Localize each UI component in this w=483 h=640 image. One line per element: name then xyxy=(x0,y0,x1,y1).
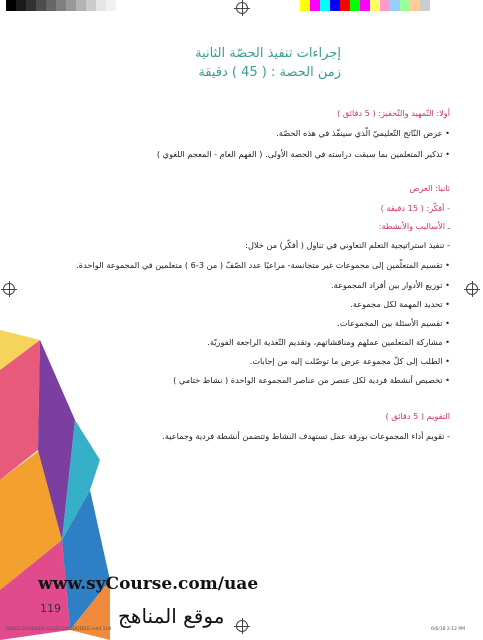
list-item: • الطلب إلى كلّ مجموعة عرض ما توصّلت إليه من إجابات. xyxy=(249,356,450,366)
lesson-duration: زمن الحصة : ( 45 ) دقيقة xyxy=(198,65,341,80)
list-item: • تقسيم الأسئلة بين المجموعات. xyxy=(337,318,450,328)
subheading-methods: ـ الأساليب والأنشطة: xyxy=(378,221,450,231)
registration-mark-left xyxy=(3,283,15,295)
list-item: • تحديد المهمة لكل مجموعة. xyxy=(350,299,450,309)
section-heading-presentation: ثانيا: العرض xyxy=(409,183,450,193)
registration-mark-right xyxy=(466,283,478,295)
section-heading-intro: أولا: التّمهيد والتّحفيز: ( 5 دقائق ) xyxy=(337,108,450,118)
list-item: • تقسيم المتعلّمين إلى مجموعات غير متجانسة- مراعيًا عدد الصّفّ ( من 3-6 ) متعلمين في المجموعة الواحدة. xyxy=(76,260,450,270)
page-number: 119 xyxy=(40,602,61,615)
registration-mark-bottom xyxy=(236,620,248,632)
list-item: • عرض النّاتج التّعليميّ الّذي سينفّذ في هذه الحصّة. xyxy=(276,128,450,138)
watermark-url: www.syCourse.com/uae xyxy=(38,574,259,594)
footer-filename: DDDD DDDDDDD DDDD DDDDDDDD.indd 119 xyxy=(6,627,112,632)
methods-intro: - تنفيذ استراتيجية التعلم التعاوني في تناول ( أفكّر) من خلال: xyxy=(245,240,450,250)
section-heading-assessment: التقويم ( 5 دقائق ) xyxy=(385,411,450,421)
registration-mark-top xyxy=(236,2,248,14)
assessment-text: - تقويم أداء المجموعات بورقة عمل تستهدف النشاط وتتضمن أنشطة فردية وجماعية. xyxy=(162,431,450,441)
list-item: • توزيع الأدوار بين أفراد المجموعة. xyxy=(331,280,450,290)
list-item: • تذكير المتعلمين بما سبقت دراسته في الحصة الأولى. ( الفهم العام - المعجم اللغوي ) xyxy=(156,149,450,159)
footer-timestamp: 6/6/18 2:12 PM xyxy=(430,627,465,632)
lesson-title: إجراءات تنفيذ الحصّة الثانية xyxy=(195,46,341,61)
list-item: • تخصيص أنشطة فردية لكل عنصر من عناصر المجموعة الواحدة ( نشاط ختامي ) xyxy=(173,375,450,385)
watermark-arabic: موقع المناهج xyxy=(118,604,225,628)
subheading-think: - أفكّر: ( 15 دقيقة ) xyxy=(380,203,450,213)
list-item: • مشاركة المتعلمين عملهم ومناقشاتهم، وتقديم التّغذية الراجعة الفوريّة. xyxy=(207,337,450,347)
